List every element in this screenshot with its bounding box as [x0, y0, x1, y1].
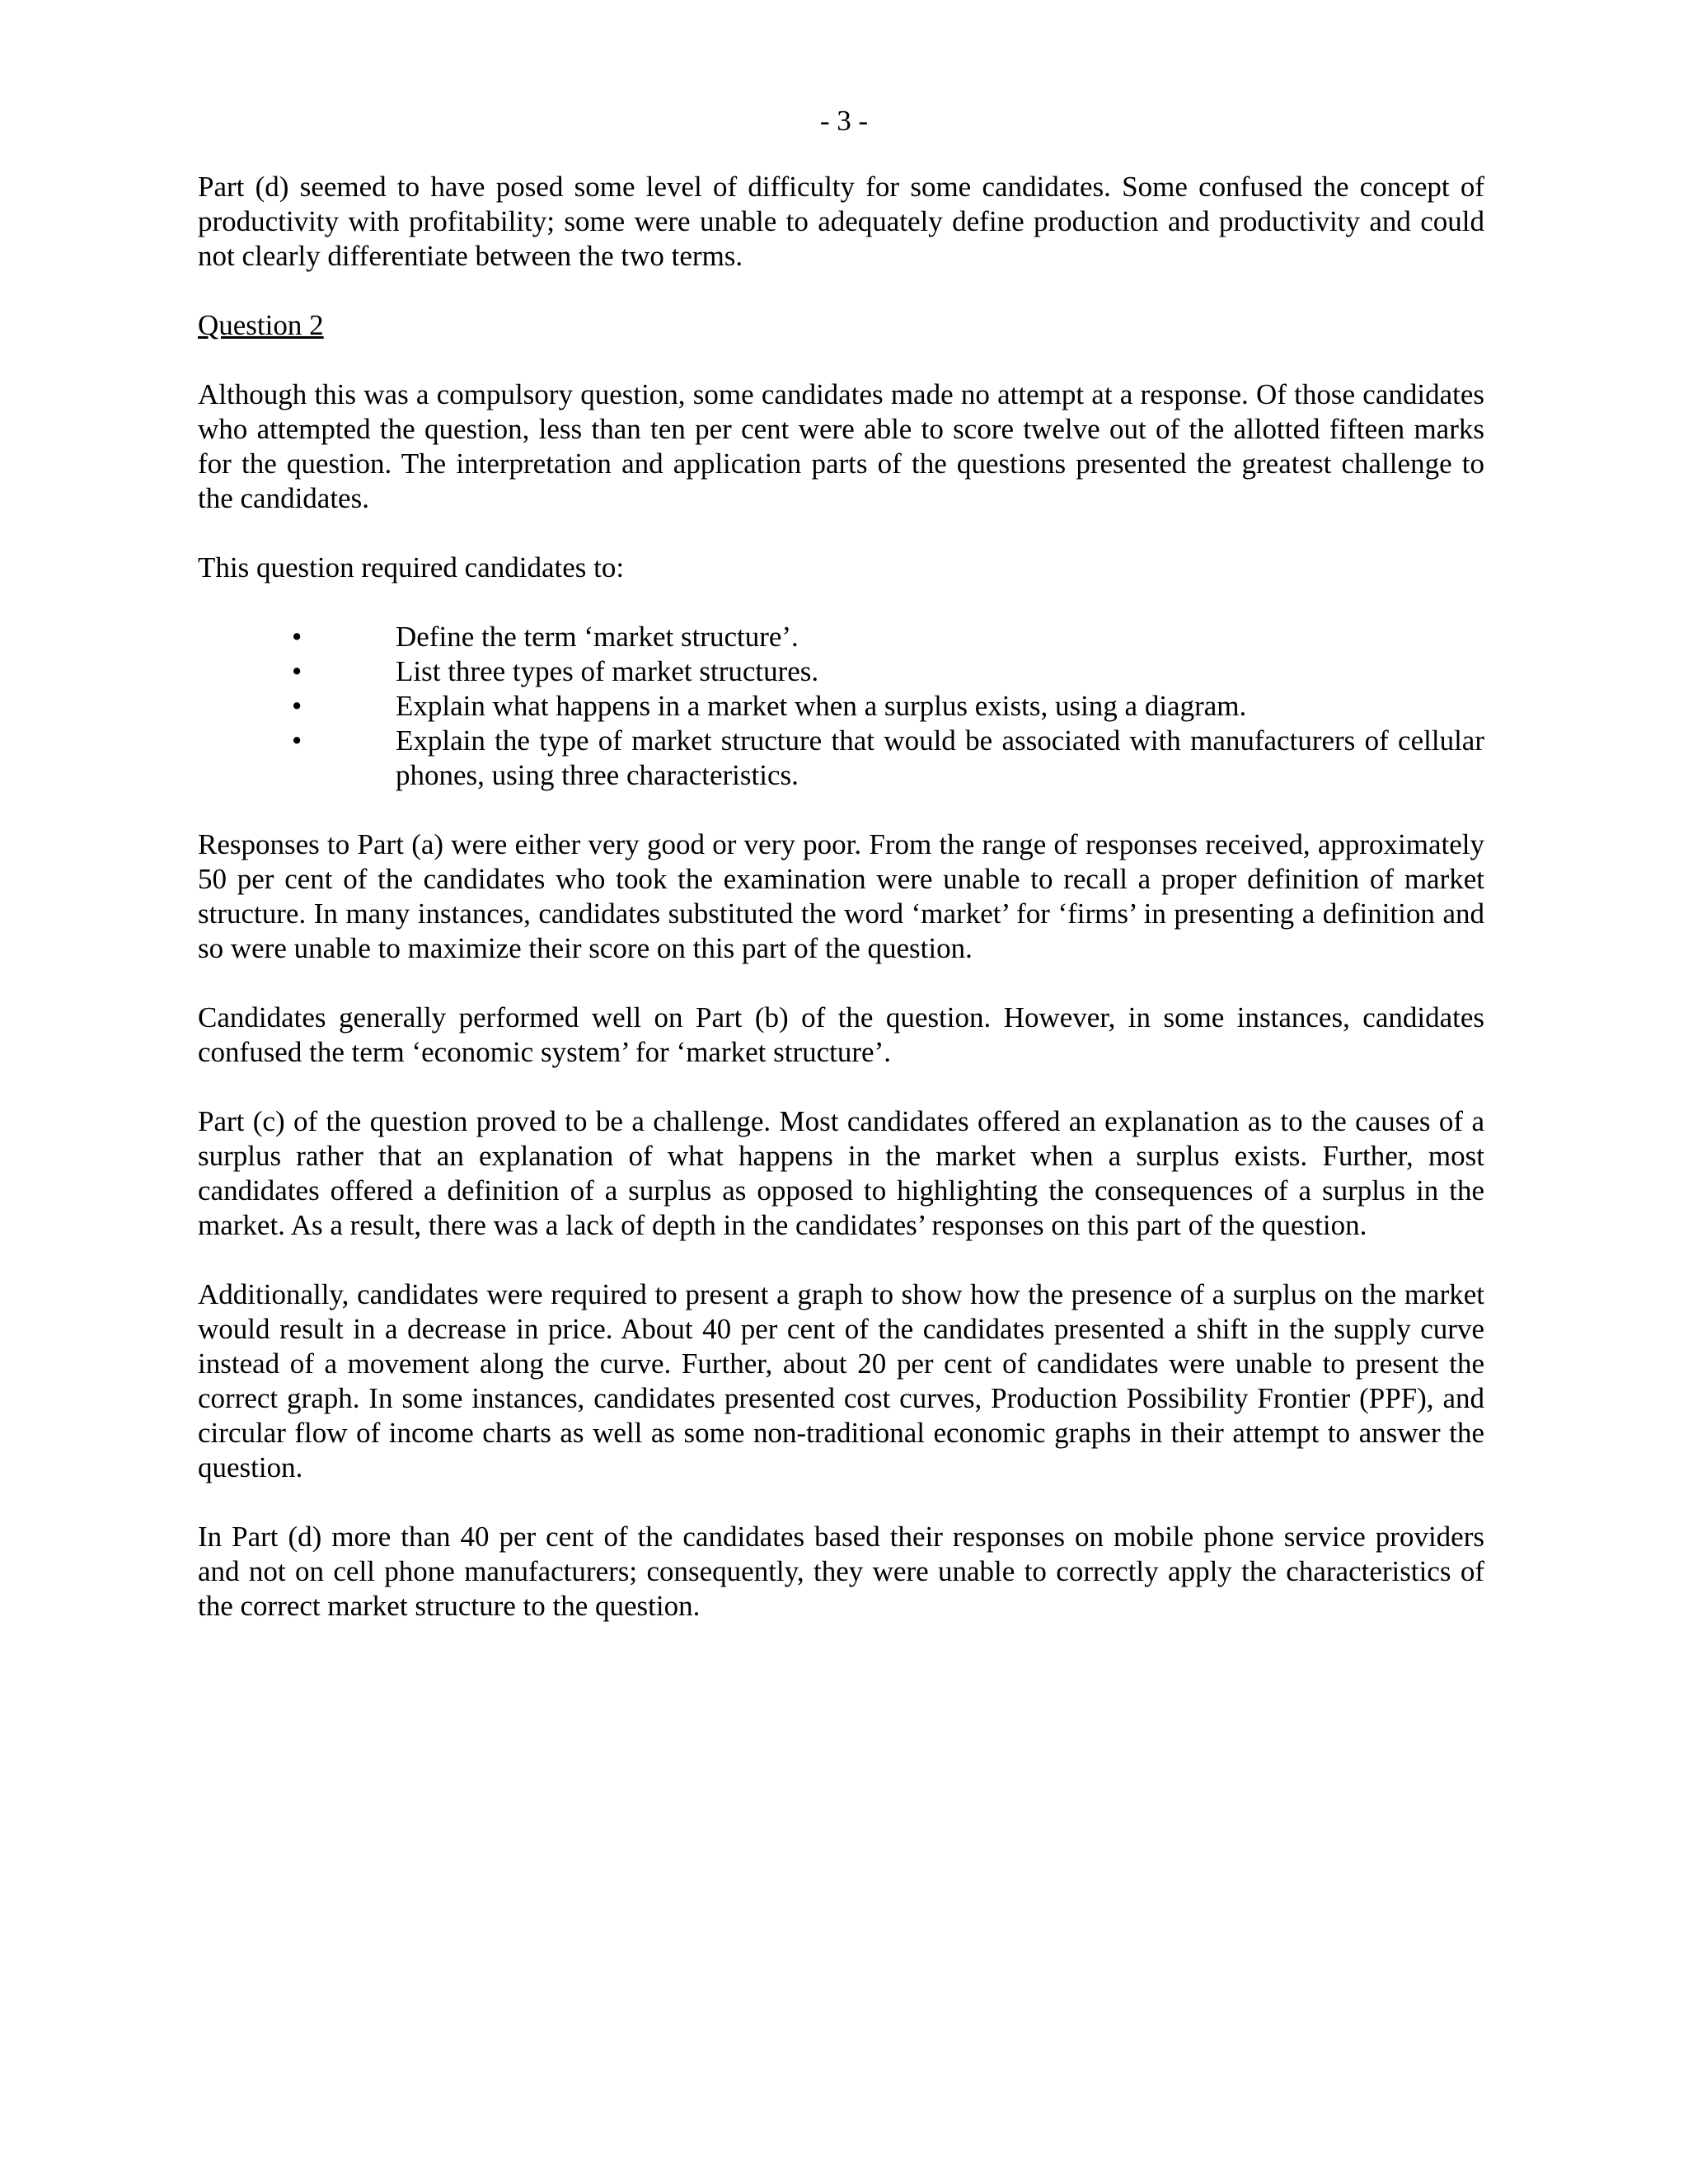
paragraph-graph-responses: Additionally, candidates were required to present a graph to show how the presence of a surplus on the market would result in a decrease in price. About 40 per cent of the candidates presented a shift in the supply curve instead of a movement along the curve. Further, about 20 per cent of candidates were unable to present the correct graph. In some instances, candidates presented cost curves, Production Possibility Frontier (PPF), and circular flow of income charts as well as some non-traditional economic graphs in their attempt to answer the question.: [198, 1278, 1484, 1483]
page-body: [198, 170, 1484, 1658]
paragraph-part-b-responses: Candidates generally performed well on Part (b) of the question. However, in some instances, candidates confused the term ‘economic system’ for ‘market structure’.: [198, 1001, 1484, 1068]
list-item: [198, 654, 1484, 689]
bullet-icon: •: [292, 655, 302, 687]
list-item: [198, 689, 1484, 724]
paragraph-question-2-intro: Although this was a compulsory question, some candidates made no attempt at a response. Of those candidates who attempted the question, less than ten per cent were able to score twelve out of the allotted fifteen marks for the question. The interpretation and application parts of the questions presented the greatest challenge to the candidates.: [198, 378, 1484, 514]
paragraph-requirements-intro: This question required candidates to:: [198, 551, 625, 583]
paragraph-part-a-responses: Responses to Part (a) were either very good or very poor. From the range of responses received, approximately 50 per cent of the candidates who took the examination were unable to recall a proper definition of market structure. In many instances, candidates substituted the word ‘market’ for ‘firms’ in presenting a definition and so were unable to maximize their score on this part of the question.: [198, 828, 1484, 964]
bullet-icon: •: [292, 724, 302, 757]
list-item-text: Explain what happens in a market when a surplus exists, using a diagram.: [396, 690, 1247, 722]
list-item-text: List three types of market structures.: [396, 655, 819, 687]
list-item-text: Explain the type of market structure that would be associated with manufacturers of cellular phones, using three characteristics.: [396, 724, 1484, 791]
list-item: [198, 724, 1484, 793]
requirements-list: [198, 620, 1484, 793]
list-item: [198, 620, 1484, 654]
page-number: - 3 -: [819, 105, 869, 137]
bullet-icon: •: [292, 690, 302, 722]
list-item-text: Define the term ‘market structure’.: [396, 621, 799, 653]
paragraph-part-d-productivity: Part (d) seemed to have posed some level of difficulty for some candidates. Some confused the concept of productivity with profitability; some were unable to adequately define production and productivity and could not clearly differentiate between the two terms.: [198, 171, 1484, 272]
question-2-heading: Question 2: [198, 309, 324, 341]
paragraph-part-d-responses: In Part (d) more than 40 per cent of the candidates based their responses on mobile phone service providers and not on cell phone manufacturers; consequently, they were unable to correctly apply the characteristics of the correct market structure to the question.: [198, 1521, 1484, 1622]
bullet-icon: •: [292, 621, 302, 653]
paragraph-part-c-responses: Part (c) of the question proved to be a challenge. Most candidates offered an explanation as to the causes of a surplus rather that an explanation of what happens in the market when a surplus exists. Further, most candidates offered a definition of a surplus as opposed to highlighting the consequences of a surplus in the market. As a result, there was a lack of depth in the candidates’ responses on this part of the question.: [198, 1105, 1484, 1241]
